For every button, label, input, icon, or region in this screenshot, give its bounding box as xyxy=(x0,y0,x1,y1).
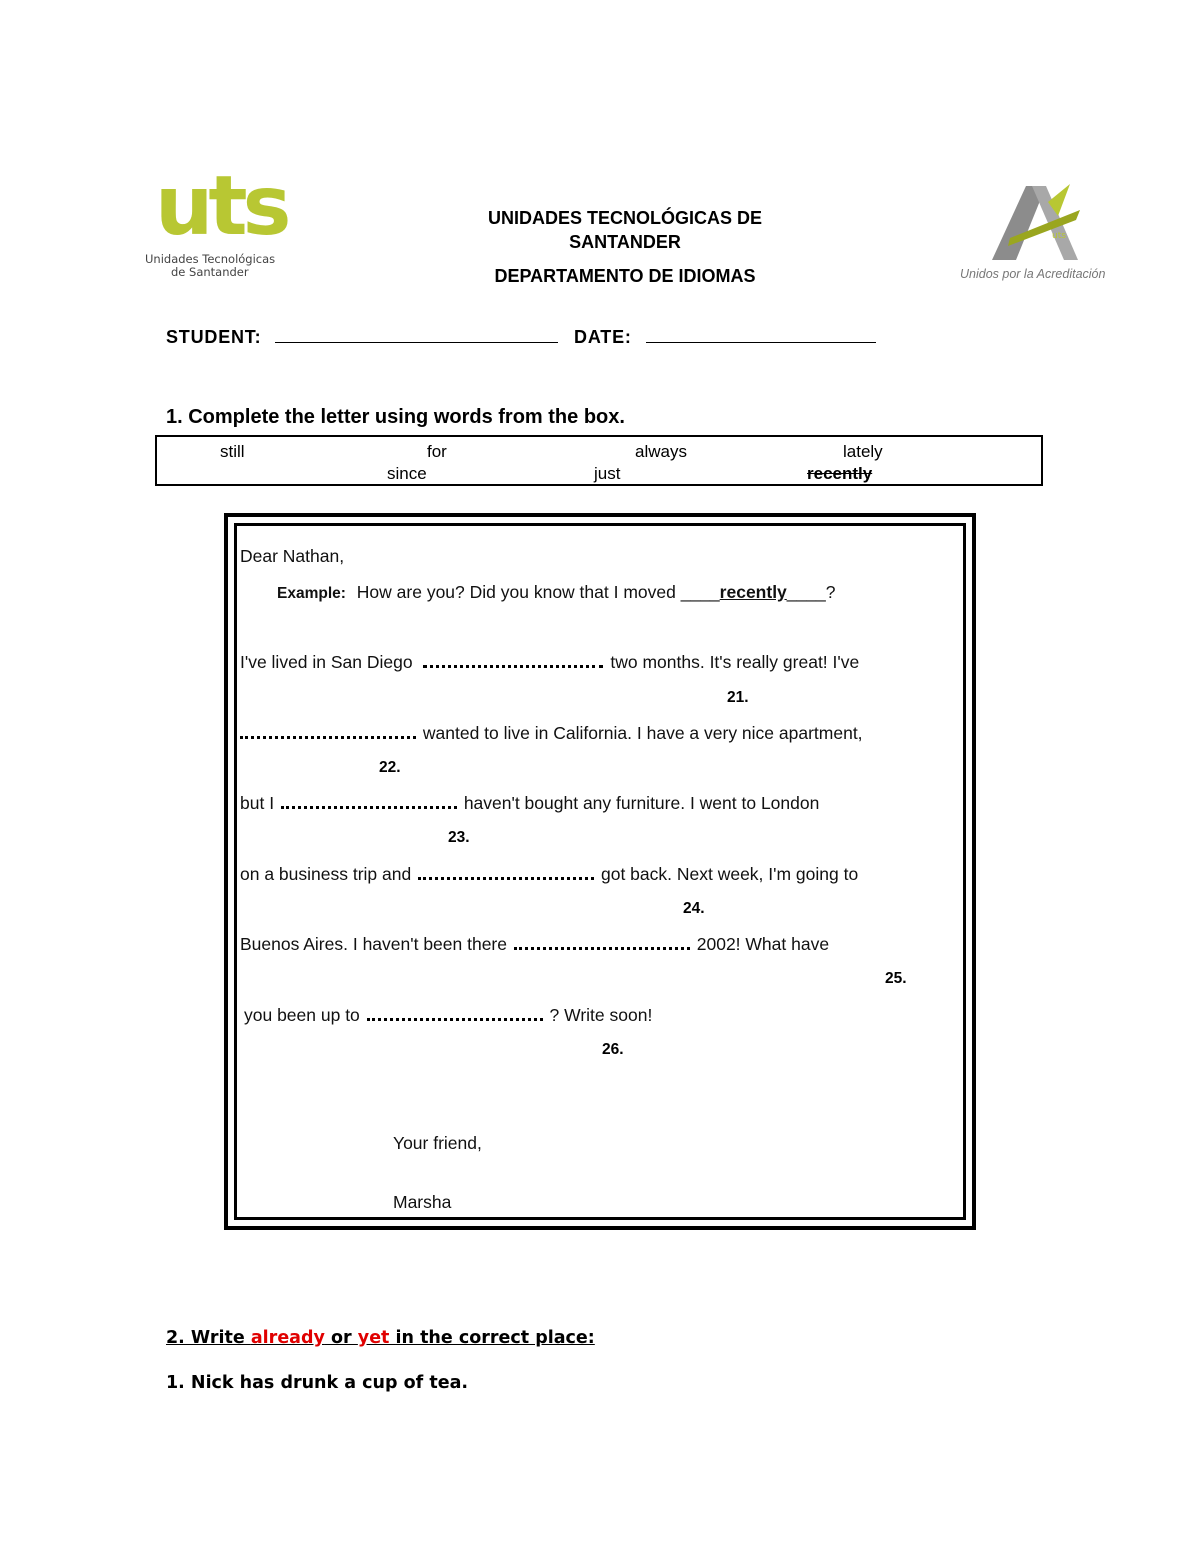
letter-line xyxy=(244,1004,652,1026)
letter-signature: Marsha xyxy=(393,1192,452,1212)
letter-text: haven't bought any furniture. I went to London xyxy=(463,793,820,813)
section2-heading-text: 2. Write xyxy=(166,1328,251,1348)
letter-text: Buenos Aires. I haven't been there xyxy=(240,934,507,954)
letter-text: got back. Next week, I'm going to xyxy=(600,864,859,884)
blank-number: 26. xyxy=(602,1041,624,1058)
acred-badge-text: uts xyxy=(1052,231,1066,241)
uts-logo-line2: de Santander xyxy=(171,265,249,279)
letter-closing: Your friend, xyxy=(393,1133,482,1153)
answer-blank-24[interactable] xyxy=(418,865,594,880)
letter-line xyxy=(240,933,829,955)
word-box-item: always xyxy=(635,442,687,461)
word-box-item: for xyxy=(427,442,447,461)
example-text: How are you? Did you know that I moved xyxy=(356,582,676,602)
accreditation-mark-icon xyxy=(988,180,1083,266)
word-already: already xyxy=(250,1328,325,1348)
word-box-item: since xyxy=(387,464,427,483)
word-yet: yet xyxy=(357,1328,396,1348)
letter-line xyxy=(240,792,819,814)
letter-body xyxy=(234,523,966,1220)
answer-blank-21[interactable] xyxy=(423,653,603,668)
blank-number: 21. xyxy=(727,689,749,706)
letter-text: two months. It's really great! I've xyxy=(610,652,860,672)
example-answer: recently xyxy=(719,582,787,602)
letter-text: you been up to xyxy=(244,1005,360,1025)
institution-title-line1: UNIDADES TECNOLÓGICAS DE xyxy=(487,208,763,228)
word-box-item: still xyxy=(220,442,245,461)
letter-text: but I xyxy=(240,793,275,813)
example-blank-left: ____ xyxy=(680,582,720,602)
letter-text: ? Write soon! xyxy=(549,1005,653,1025)
letter-line xyxy=(240,722,863,744)
word-box xyxy=(155,435,1043,486)
answer-blank-26[interactable] xyxy=(367,1006,543,1021)
example-label: Example: xyxy=(277,585,346,602)
accreditation-logo xyxy=(958,180,1106,285)
institution-title-line2: SANTANDER xyxy=(569,232,681,252)
word-box-item-used: recently xyxy=(807,464,873,483)
answer-blank-25[interactable] xyxy=(514,935,690,950)
letter-text: 2002! What have xyxy=(696,934,830,954)
blank-number: 22. xyxy=(379,759,401,776)
date-label: DATE: xyxy=(574,327,632,347)
letter-greeting: Dear Nathan, xyxy=(240,546,345,566)
uts-logo-line1: Unidades Tecnológicas xyxy=(145,252,276,266)
letter-text: on a business trip and xyxy=(240,864,412,884)
example-blank-right: ____? xyxy=(786,582,836,602)
example-line xyxy=(277,581,835,605)
letter-text: wanted to live in California. I have a very nice apartment, xyxy=(422,723,863,743)
uts-logo xyxy=(143,159,287,284)
date-blank[interactable] xyxy=(646,326,876,343)
letter-frame xyxy=(224,513,976,1230)
accreditation-caption: Unidos por la Acreditación xyxy=(960,267,1106,281)
section1-heading: 1. Complete the letter using words from the box. xyxy=(166,406,625,428)
department-title: DEPARTAMENTO DE IDIOMAS xyxy=(494,266,756,286)
word-box-item: just xyxy=(594,464,621,483)
uts-logo-word: uts xyxy=(155,159,287,254)
blank-number: 25. xyxy=(885,970,907,987)
blank-number: 24. xyxy=(683,900,705,917)
exercise-item: 1. Nick has drunk a cup of tea. xyxy=(166,1373,469,1393)
section2-heading-text: in the correct place: xyxy=(395,1328,595,1348)
student-name-blank[interactable] xyxy=(275,326,558,343)
letter-text: I've lived in San Diego xyxy=(240,652,413,672)
word-box-item: lately xyxy=(843,442,883,461)
letter-line xyxy=(240,863,858,885)
answer-blank-22[interactable] xyxy=(240,724,416,739)
student-label: STUDENT: xyxy=(166,327,262,347)
student-date-row xyxy=(166,326,876,348)
section2-heading xyxy=(166,1328,595,1348)
letter-line xyxy=(240,651,859,673)
answer-blank-23[interactable] xyxy=(281,794,457,809)
blank-number: 23. xyxy=(448,829,470,846)
section2-heading-text: or xyxy=(324,1328,358,1348)
